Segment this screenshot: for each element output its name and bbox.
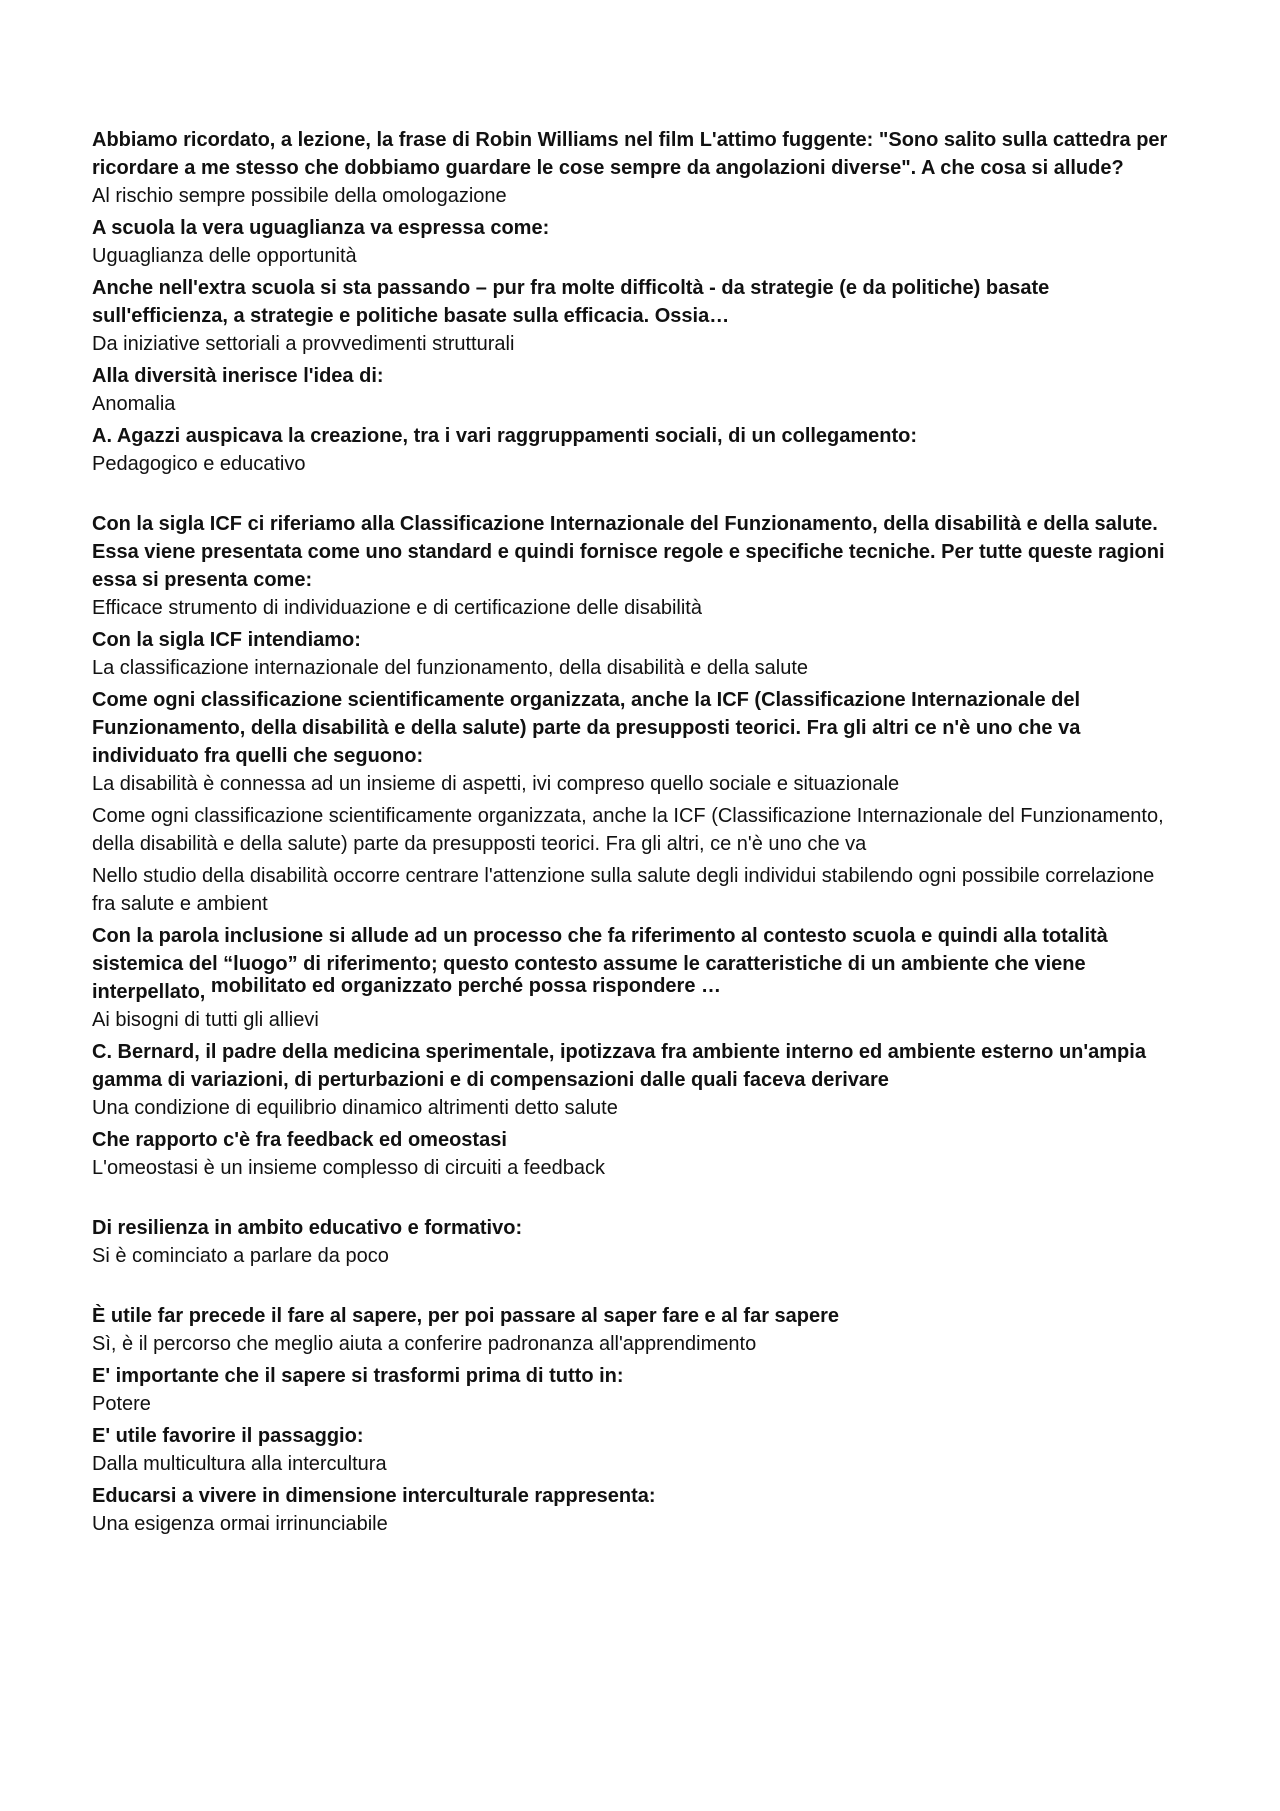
answer-text: Da iniziative settoriali a provvedimenti strutturali <box>92 333 515 355</box>
question-text: Come ogni classificazione scientificamente organizzata, anche la ICF (Classificazione Internazionale del Funzionamento, della disabilità e della salute) parte da presupposti teorici. Fra gli altri ce n'è uno che va individuato fra quelli che seguono: <box>92 689 1081 767</box>
answer-text: Efficace strumento di individuazione e di certificazione delle disabilità <box>92 597 702 619</box>
question-text: Abbiamo ricordato, a lezione, la frase di Robin Williams nel film L'attimo fuggente: "Sono salito sulla cattedra per ricordare a me stesso che dobbiamo guardare le cose sempre da angolazioni diverse". A che cosa si allude? <box>92 129 1168 179</box>
answer-text: Pedagogico e educativo <box>92 453 306 475</box>
answer-text: Al rischio sempre possibile della omologazione <box>92 185 507 207</box>
question-text: A scuola la vera uguaglianza va espressa come: <box>92 217 550 239</box>
spacer <box>92 1274 1182 1302</box>
question-text: E' importante che il sapere si trasformi prima di tutto in: <box>92 1365 624 1387</box>
question-text: Di resilienza in ambito educativo e formativo: <box>92 1217 523 1239</box>
answer-text: La disabilità è connessa ad un insieme di aspetti, ivi compreso quello sociale e situazionale <box>92 773 900 795</box>
question-text: Con la sigla ICF ci riferiamo alla Classificazione Internazionale del Funzionamento, della disabilità e della salute. Essa viene presentata come uno standard e quindi fornisce regole e specifiche tecniche. Per tutte queste ragioni essa si presenta come: <box>92 513 1165 591</box>
answer-text: Una condizione di equilibrio dinamico altrimenti detto salute <box>92 1097 618 1119</box>
answer-text: Uguaglianza delle opportunità <box>92 245 357 267</box>
answer-text: Anomalia <box>92 393 176 415</box>
plain-question-text: Come ogni classificazione scientificamente organizzata, anche la ICF (Classificazione Internazionale del Funzionamento, della disabilità e della salute) parte da presupposti teorici. Fra gli altri, ce n'è uno che va <box>92 805 1164 855</box>
question-text: E' utile favorire il passaggio: <box>92 1425 364 1447</box>
question-text: Educarsi a vivere in dimensione interculturale rappresenta: <box>92 1485 656 1507</box>
question-text <box>92 922 1182 1006</box>
answer-text: Nello studio della disabilità occorre centrare l'attenzione sulla salute degli individui stabilendo ogni possibile correlazione fra salute e ambient <box>92 865 1155 915</box>
answer-text: La classificazione internazionale del funzionamento, della disabilità e della salute <box>92 657 809 679</box>
question-text: Che rapporto c'è fra feedback ed omeostasi <box>92 1129 507 1151</box>
answer-text: L'omeostasi è un insieme complesso di circuiti a feedback <box>92 1157 605 1179</box>
answer-text: Ai bisogni di tutti gli allievi <box>92 1009 319 1031</box>
document-page <box>92 126 1182 1542</box>
spacer <box>92 1186 1182 1214</box>
answer-text: Si è cominciato a parlare da poco <box>92 1245 389 1267</box>
question-text: Anche nell'extra scuola si sta passando – pur fra molte difficoltà - da strategie (e da politiche) basate sull'efficienza, a strategie e politiche basate sulla efficacia. Ossia… <box>92 277 1050 327</box>
answer-text: Potere <box>92 1393 151 1415</box>
question-text: Con la sigla ICF intendiamo: <box>92 629 361 651</box>
question-text: A. Agazzi auspicava la creazione, tra i vari raggruppamenti sociali, di un collegamento: <box>92 425 918 447</box>
answer-text: Una esigenza ormai irrinunciabile <box>92 1513 388 1535</box>
question-text: C. Bernard, il padre della medicina sperimentale, ipotizzava fra ambiente interno ed ambiente esterno un'ampia gamma di variazioni, di perturbazioni e di compensazioni dalle quali faceva derivare <box>92 1041 1146 1091</box>
spacer <box>92 482 1182 510</box>
question-text: Alla diversità inerisce l'idea di: <box>92 365 384 387</box>
question-text: È utile far precede il fare al sapere, per poi passare al saper fare e al far sapere <box>92 1305 840 1327</box>
question-text-part: Con la parola inclusione si allude ad un processo che fa riferimento al contesto scuola e quindi alla totalità sistemica del “luogo” di riferimento; questo contesto assume le caratteristiche di un ambiente che viene interpellato, <box>92 925 1108 1003</box>
question-text-part: mobilitato ed organizzato perché possa rispondere … <box>210 975 722 997</box>
answer-text: Sì, è il percorso che meglio aiuta a conferire padronanza all'apprendimento <box>92 1333 757 1355</box>
answer-text: Dalla multicultura alla intercultura <box>92 1453 387 1475</box>
